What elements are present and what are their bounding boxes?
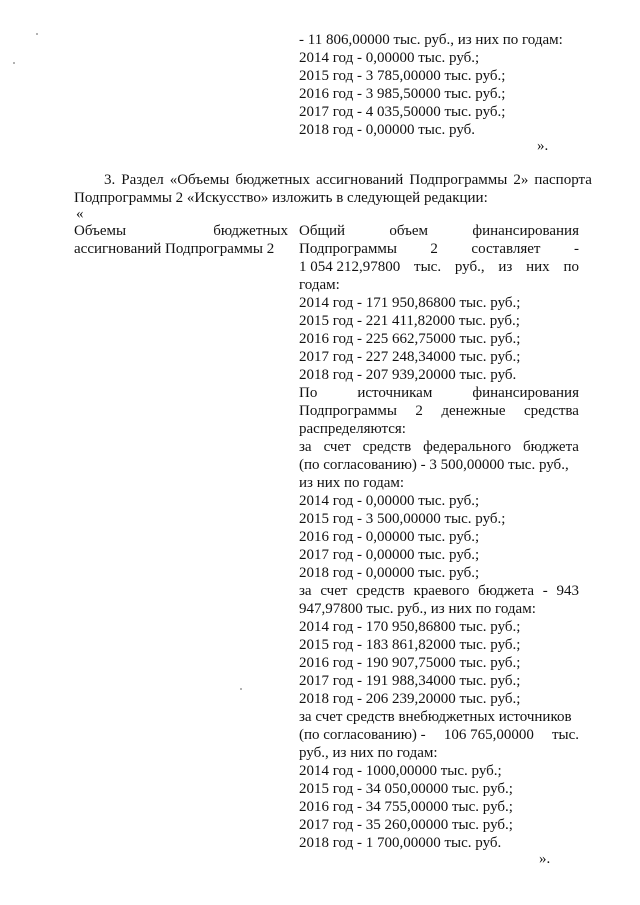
word: ассигнований (316, 172, 404, 188)
regional-year-line: 2017 год - 191 988,34000 тыс. руб.; (299, 673, 521, 689)
top-year-line: 2014 год - 0,00000 тыс. руб.; (299, 50, 480, 66)
extra-year-line: 2015 год - 34 050,00000 тыс. руб.; (299, 781, 513, 797)
word: средства (523, 403, 579, 419)
word: по (563, 259, 579, 275)
federal-year-line: 2018 год - 0,00000 тыс. руб.; (299, 565, 480, 581)
word: Подпрограммы (299, 241, 397, 257)
top-year-line: 2015 год - 3 785,00000 тыс. руб.; (299, 68, 506, 84)
top-closing-quote: ». (537, 138, 549, 154)
extra-line-3: руб., из них по годам: (299, 745, 438, 761)
federal-year-line: 2017 год - 0,00000 тыс. руб.; (299, 547, 480, 563)
word: из (498, 259, 513, 275)
scan-speck (240, 688, 242, 690)
sources-line-2 (299, 402, 579, 420)
word: (по согласованию) - (299, 727, 426, 743)
word: средств (356, 583, 405, 599)
total-year-line: 2015 год - 221 411,82000 тыс. руб.; (299, 313, 520, 329)
word: 1 054 212,97800 (299, 259, 401, 275)
word: финансирования (472, 385, 579, 401)
word: Подпрограммы (409, 172, 508, 188)
total-year-line: 2016 год - 225 662,75000 тыс. руб.; (299, 331, 521, 347)
word: Объемы (74, 223, 127, 239)
word: федерального (423, 439, 512, 455)
word: источникам (357, 385, 433, 401)
word: составляет (471, 241, 541, 257)
section-3-line-2: Подпрограммы 2 «Искусство» изложить в следующей редакции: (74, 190, 488, 206)
word: средств (362, 439, 412, 455)
total-line-1 (299, 222, 579, 240)
word: за (299, 583, 312, 599)
extra-year-line: 2017 год - 35 260,00000 тыс. руб.; (299, 817, 513, 833)
total-line-3 (299, 258, 579, 276)
federal-year-line: 2015 год - 3 500,00000 тыс. руб.; (299, 511, 506, 527)
word: бюджета (523, 439, 579, 455)
word: По (299, 385, 318, 401)
regional-line-1 (299, 582, 579, 600)
word: - (542, 583, 548, 599)
word: них (526, 259, 550, 275)
table-left-label-line-1 (74, 222, 288, 240)
extra-line-2 (299, 726, 579, 744)
regional-year-line: 2015 год - 183 861,82000 тыс. руб.; (299, 637, 521, 653)
table-left-label-line-2: ассигнований Подпрограммы 2 (74, 241, 275, 257)
scan-speck (36, 33, 38, 35)
word: 2» (513, 172, 529, 188)
table-closing-quote: ». (539, 851, 551, 867)
section-3-line-1 (104, 171, 592, 189)
top-year-line: 2016 год - 3 985,50000 тыс. руб.; (299, 86, 506, 102)
word: бюджета (478, 583, 535, 599)
word: Раздел (121, 172, 164, 188)
extra-year-line: 2018 год - 1 700,00000 тыс. руб. (299, 835, 502, 851)
word: руб., (454, 259, 485, 275)
word: 3. (104, 172, 116, 188)
word: финансирования (472, 223, 579, 239)
word: счет (323, 439, 351, 455)
total-year-line: 2014 год - 171 950,86800 тыс. руб.; (299, 295, 521, 311)
extra-line-1: за счет средств внебюджетных источников (299, 709, 572, 725)
extra-year-line: 2016 год - 34 755,00000 тыс. руб.; (299, 799, 513, 815)
federal-line-2: (по согласованию) - 3 500,00000 тыс. руб., (299, 457, 569, 473)
word: бюджетных (213, 223, 288, 239)
word: 2 (415, 403, 423, 419)
top-intro: - 11 806,00000 тыс. руб., из них по годам: (299, 32, 563, 48)
sources-line-1 (299, 384, 579, 402)
total-line-2 (299, 240, 579, 258)
word: счет (320, 583, 348, 599)
word: «Объемы (169, 172, 230, 188)
total-year-line: 2018 год - 207 939,20000 тыс. руб. (299, 367, 517, 383)
word: 943 (556, 583, 579, 599)
word: Общий (299, 223, 346, 239)
word: 2 (430, 241, 438, 257)
top-year-line: 2017 год - 4 035,50000 тыс. руб.; (299, 104, 506, 120)
extra-year-line: 2014 год - 1000,00000 тыс. руб.; (299, 763, 502, 779)
word: за (299, 439, 312, 455)
word: - (573, 241, 579, 257)
word: объем (389, 223, 429, 239)
regional-year-line: 2016 год - 190 907,75000 тыс. руб.; (299, 655, 521, 671)
word: бюджетных (235, 172, 311, 188)
word: Подпрограммы (299, 403, 397, 419)
total-year-line: 2017 год - 227 248,34000 тыс. руб.; (299, 349, 521, 365)
sources-line-3: распределяются: (299, 421, 406, 437)
regional-line-2: 947,97800 тыс. руб., из них по годам: (299, 601, 536, 617)
federal-year-line: 2016 год - 0,00000 тыс. руб.; (299, 529, 480, 545)
federal-line-3: из них по годам: (299, 475, 405, 491)
word: тыс. (414, 259, 442, 275)
word: 106 765,00000 (443, 727, 534, 743)
regional-year-line: 2018 год - 206 239,20000 тыс. руб.; (299, 691, 521, 707)
top-year-line: 2018 год - 0,00000 тыс. руб. (299, 122, 476, 138)
open-quote: « (76, 206, 84, 222)
word: тыс. (551, 727, 579, 743)
word: паспорта (534, 172, 592, 188)
federal-year-line: 2014 год - 0,00000 тыс. руб.; (299, 493, 480, 509)
total-line-4: годам: (299, 277, 340, 293)
scan-speck (13, 62, 15, 64)
word: краевого (413, 583, 470, 599)
word: денежные (441, 403, 506, 419)
federal-line-1 (299, 438, 579, 456)
regional-year-line: 2014 год - 170 950,86800 тыс. руб.; (299, 619, 521, 635)
